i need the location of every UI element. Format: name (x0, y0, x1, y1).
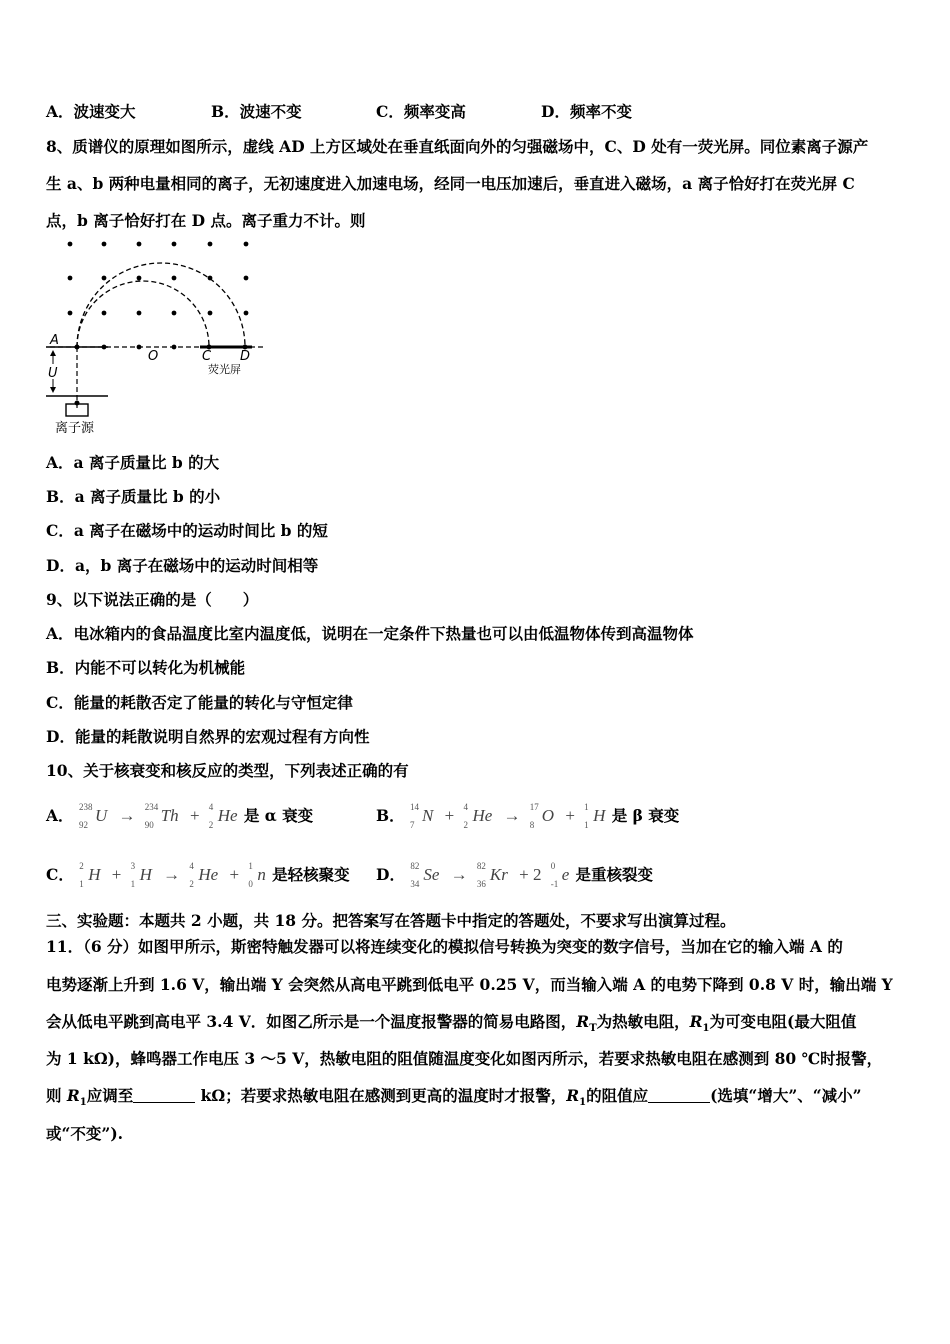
q7-option-a: A．波速变大 (46, 102, 136, 121)
q9-option-a: A．电冰箱内的食品温度比室内温度低，说明在一定条件下热量也可以由低温物体传到高温物体 (46, 624, 694, 643)
source-label: 离子源 (55, 421, 95, 436)
q10-option-c: C． 2 1 H + 3 1 H → 4 2 He + 1 0 n 是轻核聚变 (46, 861, 350, 889)
q11-line-3: 会从低电平跳到高电平 3.4 V．如图乙所示是一个温度报警器的简易电路图，$R_T$为热敏电阻，$R_1$为可变电阻(最大阻值 (46, 1012, 857, 1035)
q8-option-d: D．a，b 离子在磁场中的运动时间相等 (46, 556, 319, 575)
q9-option-c: C．能量的耗散否定了能量的转化与守恒定律 (46, 693, 353, 712)
q10-a-equation: 238 92 U → 234 90 Th + 4 2 He (78, 802, 238, 830)
label-d: D (240, 349, 251, 364)
label-c: C (202, 349, 212, 364)
q8-stem-line-1: 8、质谱仪的原理如图所示，虚线 AD 上方区域处在垂直纸面向外的匀强磁场中，C、D 处有一荧光屏。同位素离子源产 (46, 137, 869, 156)
magnetic-field-dots (68, 242, 249, 350)
mass-spectrometer-diagram (40, 232, 280, 442)
q9-option-d: D．能量的耗散说明自然界的宏观过程有方向性 (46, 727, 370, 746)
label-u: U (48, 366, 58, 381)
section-3-heading: 三、实验题：本题共 2 小题，共 18 分。把答案写在答题卡中指定的答题处，不要求写出演算过程。 (46, 911, 736, 930)
q11-line-5: 则 $R_1$应调至 kΩ；若要求热敏电阻在感测到更高的温度时才报警，$R_1$的阻值应 (选填“增大”、“减小” (46, 1086, 862, 1109)
trajectory-b (77, 263, 245, 347)
q11-line-1: 11．（6 分）如图甲所示，斯密特触发器可以将连续变化的模拟信号转换为突变的数字信号，当加在它的输入端 A 的 (46, 937, 843, 956)
q7-option-d: D．频率不变 (541, 102, 632, 121)
answer-blank-2[interactable] (648, 1087, 710, 1103)
q9-option-b: B．内能不可以转化为机械能 (46, 658, 246, 677)
q10-d-equation: 82 34 Se → 82 36 Kr + 2 0 -1 e (410, 861, 570, 889)
q7-option-b: B．波速不变 (211, 102, 302, 121)
trajectory-a (77, 281, 209, 347)
screen-label: 荧光屏 (208, 363, 241, 376)
q10-b-equation: 14 7 N + 4 2 He → 17 8 O + 1 1 H (410, 802, 606, 830)
q11-line-2: 电势逐渐上升到 1.6 V，输出端 Y 会突然从高电平跳到低电平 0.25 V，而当输入端 A 的电势下降到 0.8 V 时，输出端 Y (46, 975, 893, 994)
q10-stem: 10、关于核衰变和核反应的类型，下列表述正确的有 (46, 761, 409, 780)
q8-stem-line-3: 点，b 离子恰好打在 D 点。离子重力不计。则 (46, 211, 366, 230)
q7-option-c: C．频率变高 (376, 102, 466, 121)
q10-c-equation: 2 1 H + 3 1 H → 4 2 He + 1 0 n (79, 861, 266, 889)
q10-option-d: D． 82 34 Se → 82 36 Kr + 2 0 -1 e 是重核裂变 (376, 861, 654, 889)
label-a: A (50, 333, 59, 348)
q10-option-a: A． 238 92 U → 234 90 Th + 4 2 He 是 α 衰变 (46, 802, 314, 830)
q8-option-a: A．a 离子质量比 b 的大 (46, 453, 220, 472)
q8-stem-line-2: 生 a、b 两种电量相同的离子，无初速度进入加速电场，经同一电压加速后，垂直进入磁场，a 离子恰好打在荧光屏 C (46, 174, 855, 193)
label-o: O (148, 349, 159, 364)
answer-blank-1[interactable] (133, 1087, 195, 1103)
q11-line-4: 为 1 kΩ)，蜂鸣器工作电压 3 ～5 V，热敏电阻的阻值随温度变化如图丙所示，若要求热敏电阻在感测到 80 ℃时报警， (46, 1049, 883, 1068)
q8-option-b: B．a 离子质量比 b 的小 (46, 487, 221, 506)
q8-option-c: C．a 离子在磁场中的运动时间比 b 的短 (46, 521, 328, 540)
q11-line-6: 或“不变”). (46, 1124, 124, 1143)
q9-stem: 9、以下说法正确的是（ ） (46, 590, 259, 609)
q10-option-b: B． 14 7 N + 4 2 He → 17 8 O + 1 1 H 是 β 衰变 (376, 802, 680, 830)
